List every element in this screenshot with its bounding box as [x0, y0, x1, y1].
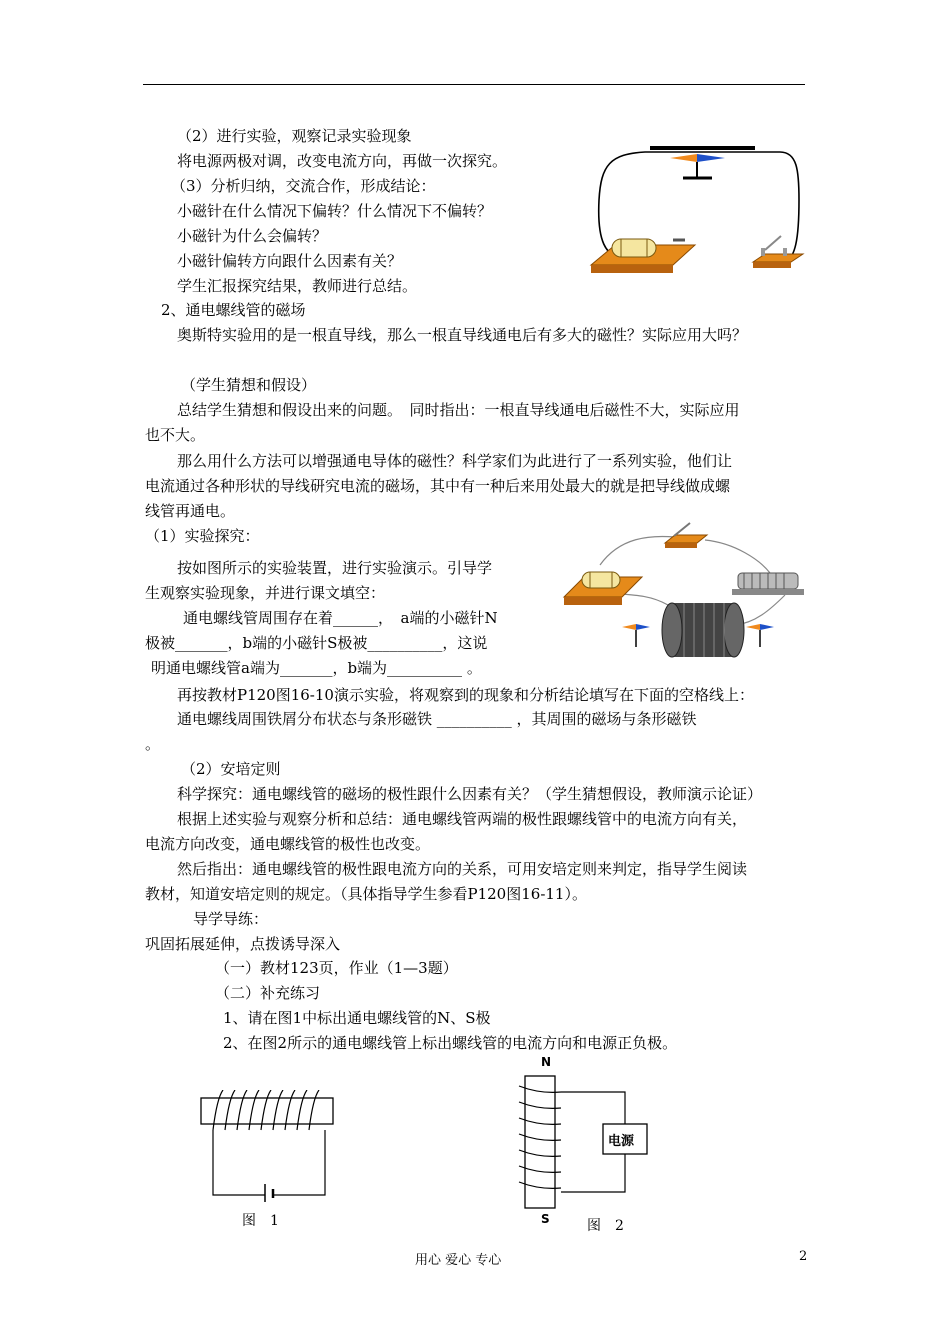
header-rule [143, 84, 805, 85]
text-line: 小磁针在什么情况下偏转？什么情况下不偏转？ [177, 202, 493, 220]
fill-in-line: 明通电螺线管a端为_______，b端为__________ 。 [151, 659, 482, 677]
text-line: 巩固拓展延伸，点拨诱导深入 [145, 935, 341, 953]
figure-2-north-label: N [541, 1055, 552, 1069]
text-line: （学生猜想和假设） [181, 376, 317, 394]
text-line: 那么用什么方法可以增强通电导体的磁性？科学家们为此进行了一系列实验，他们让 [177, 452, 733, 470]
text-line: 再按教材P120图16-10演示实验，将观察到的现象和分析结论填写在下面的空格线上： [177, 686, 754, 704]
text-line: 学生汇报探究结果，教师进行总结。 [177, 277, 418, 295]
text-line: 电流方向改变，通电螺线管的极性也改变。 [145, 835, 431, 853]
figure-2-caption: 图 2 [587, 1218, 624, 1234]
fill-in-line: 通电螺线管周围存在着______， a端的小磁针N [183, 609, 498, 627]
figure-1-solenoid [195, 1090, 345, 1205]
figure-1-caption: 图 1 [242, 1213, 279, 1229]
text-line: （1）实验探究： [145, 527, 260, 545]
page-number: 2 [799, 1249, 808, 1264]
section-heading: 2、通电螺线管的磁场 [161, 301, 306, 319]
text-line: （二）补充练习 [215, 984, 321, 1002]
oersted-circuit-figure [585, 140, 810, 280]
power-source-label: 电源 [608, 1134, 635, 1149]
text-line: 根据上述实验与观察分析和总结：通电螺线管两端的极性跟螺线管中的电流方向有关， [177, 810, 748, 828]
text-line: 。 [145, 735, 161, 753]
text-line: （一）教材123页，作业（1—3题） [215, 959, 458, 977]
text-line: 1、请在图1中标出通电螺线管的N、S极 [223, 1009, 491, 1027]
text-line: 2、在图2所示的通电螺线管上标出螺线管的电流方向和电源正负极。 [223, 1034, 678, 1052]
solenoid-experiment-figure [560, 515, 815, 665]
text-line: 教材，知道安培定则的规定。（具体指导学生参看P120图16-11）。 [145, 885, 587, 903]
text-line: 导学导练： [193, 910, 269, 928]
text-line: 科学探究：通电螺线管的磁场的极性跟什么因素有关？（学生猜想假设，教师演示论证） [177, 785, 763, 803]
text-line: 小磁针为什么会偏转？ [177, 227, 328, 245]
text-line: 也不大。 [145, 426, 206, 444]
text-line: 生观察实验现象，并进行课文填空： [145, 584, 386, 602]
section-heading: （2）安培定则 [181, 760, 281, 778]
text-line: （2）进行实验，观察记录实验现象 [177, 127, 412, 145]
text-line: 总结学生猜想和假设出来的问题。 同时指出：一根直导线通电后磁性不大，实际应用 [177, 401, 740, 419]
figure-2-south-label: S [541, 1212, 550, 1226]
text-line: 奥斯特实验用的是一根直导线，那么一根直导线通电后有多大的磁性？实际应用大吗？ [177, 326, 748, 344]
text-line: 电流通过各种形状的导线研究电流的磁场，其中有一种后来用处最大的就是把导线做成螺 [145, 477, 731, 495]
text-line: 将电源两极对调，改变电流方向，再做一次探究。 [177, 152, 508, 170]
text-line: 按如图所示的实验装置，进行实验演示。引导学 [177, 559, 493, 577]
text-line: 然后指出：通电螺线管的极性跟电流方向的关系，可用安培定则来判定，指导学生阅读 [177, 860, 748, 878]
fill-in-line: 极被_______，b端的小磁针S极被__________，这说 [145, 634, 488, 652]
fill-in-line: 通电螺线周围铁屑分布状态与条形磁铁 __________ ，其周围的磁场与条形磁铁 [177, 710, 697, 728]
text-line: 小磁针偏转方向跟什么因素有关？ [177, 252, 403, 270]
text-line: （3）分析归纳，交流合作，形成结论： [171, 177, 436, 195]
footer-motto: 用心 爱心 专心 [415, 1253, 502, 1268]
text-line: 线管再通电。 [145, 502, 236, 520]
